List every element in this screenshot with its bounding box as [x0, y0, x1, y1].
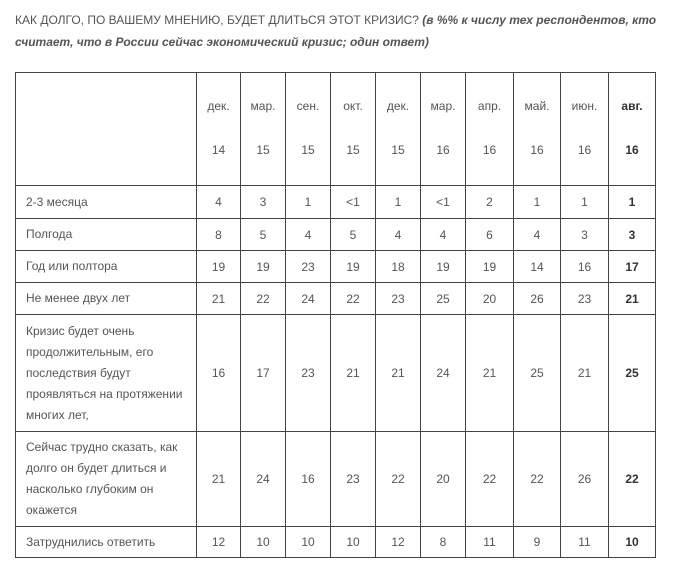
row-label: 2-3 месяца	[16, 186, 197, 219]
column-header-apr-16	[466, 73, 514, 186]
column-year: 16	[625, 143, 639, 157]
column-month: июн.	[571, 99, 598, 113]
value-cell: 17	[241, 315, 286, 432]
value-cell: 24	[241, 432, 286, 527]
value-cell: 21	[376, 315, 421, 432]
column-month: сен.	[296, 99, 320, 113]
column-year: 15	[301, 143, 315, 157]
value-cell: 2	[466, 186, 514, 219]
column-header-sep-15	[286, 73, 331, 186]
column-year: 16	[482, 143, 497, 157]
value-cell: 19	[421, 251, 466, 283]
value-cell: 11	[466, 527, 514, 558]
value-cell: 20	[421, 432, 466, 527]
column-header-may-16	[514, 73, 561, 186]
row-label: Кризис будет очень продолжительным, его последствия будут проявляться на протяжении многих лет,	[16, 315, 197, 432]
column-month: мар.	[250, 99, 276, 113]
value-cell: 16	[286, 432, 331, 527]
value-cell: 19	[241, 251, 286, 283]
column-month: окт.	[343, 99, 363, 113]
value-cell: 12	[376, 527, 421, 558]
column-header-aug-16	[609, 73, 656, 186]
value-cell: 3	[609, 219, 656, 251]
row-2-3-months	[16, 186, 656, 219]
value-cell: 17	[609, 251, 656, 283]
survey-table	[15, 72, 656, 558]
value-cell: 19	[466, 251, 514, 283]
row-label: Год или полтора	[16, 251, 197, 283]
value-cell: 1	[609, 186, 656, 219]
survey-title	[15, 9, 667, 53]
value-cell: 14	[514, 251, 561, 283]
value-cell: 3	[241, 186, 286, 219]
value-cell: 24	[286, 283, 331, 315]
column-header-oct-15	[331, 73, 376, 186]
value-cell: 23	[561, 283, 609, 315]
column-year: 15	[346, 143, 360, 157]
value-cell: 22	[376, 432, 421, 527]
value-cell: 21	[331, 315, 376, 432]
row-very-long-crisis	[16, 315, 656, 432]
column-header-jun-16	[561, 73, 609, 186]
value-cell: 1	[286, 186, 331, 219]
row-at-least-two-years	[16, 283, 656, 315]
value-cell: 4	[286, 219, 331, 251]
column-header-mar-16	[421, 73, 466, 186]
value-cell: 19	[331, 251, 376, 283]
row-year-or-year-and-half	[16, 251, 656, 283]
value-cell: 4	[514, 219, 561, 251]
value-cell: 4	[421, 219, 466, 251]
row-label: Полгода	[16, 219, 197, 251]
column-month: дек.	[207, 99, 230, 113]
value-cell: 21	[197, 432, 241, 527]
value-cell: 11	[561, 527, 609, 558]
value-cell: 1	[376, 186, 421, 219]
value-cell: 22	[514, 432, 561, 527]
column-header-dec-14	[197, 73, 241, 186]
value-cell: 19	[197, 251, 241, 283]
value-cell: 21	[466, 315, 514, 432]
value-cell: 21	[609, 283, 656, 315]
value-cell: 26	[514, 283, 561, 315]
value-cell: 23	[286, 251, 331, 283]
column-year: 15	[256, 143, 270, 157]
value-cell: 22	[466, 432, 514, 527]
value-cell: 1	[561, 186, 609, 219]
value-cell: 25	[421, 283, 466, 315]
column-month: май.	[524, 99, 550, 113]
value-cell: 16	[561, 251, 609, 283]
row-difficult-to-answer	[16, 527, 656, 558]
row-hard-to-say	[16, 432, 656, 527]
column-year: 16	[577, 143, 592, 157]
value-cell: 24	[421, 315, 466, 432]
value-cell: 26	[561, 432, 609, 527]
value-cell: <1	[421, 186, 466, 219]
column-year: 14	[211, 143, 226, 157]
value-cell: 25	[609, 315, 656, 432]
row-label: Затруднились ответить	[16, 527, 197, 558]
column-month: дек.	[386, 99, 410, 113]
value-cell: 10	[331, 527, 376, 558]
value-cell: 18	[376, 251, 421, 283]
value-cell: 9	[514, 527, 561, 558]
row-label: Сейчас трудно сказать, как долго он будет длиться и насколько глубоким он окажется	[16, 432, 197, 527]
value-cell: 5	[331, 219, 376, 251]
header-corner-cell	[16, 73, 197, 186]
value-cell: 23	[286, 315, 331, 432]
value-cell: 8	[421, 527, 466, 558]
value-cell: 20	[466, 283, 514, 315]
header-row	[16, 73, 656, 186]
column-year: 16	[530, 143, 544, 157]
value-cell: 10	[286, 527, 331, 558]
value-cell: 21	[561, 315, 609, 432]
value-cell: 12	[197, 527, 241, 558]
value-cell: 22	[241, 283, 286, 315]
question-note: (в %% к числу тех респондентов, кто считает, что в России сейчас экономический кризис; один ответ)	[15, 13, 657, 49]
column-month: апр.	[477, 99, 502, 113]
value-cell: 22	[609, 432, 656, 527]
column-year: 16	[436, 143, 450, 157]
column-header-mar-15	[241, 73, 286, 186]
row-label: Не менее двух лет	[16, 283, 197, 315]
value-cell: 10	[241, 527, 286, 558]
column-header-dec-15	[376, 73, 421, 186]
value-cell: 3	[561, 219, 609, 251]
question-text: КАК ДОЛГО, ПО ВАШЕМУ МНЕНИЮ, БУДЕТ ДЛИТЬСЯ ЭТОТ КРИЗИС?	[15, 13, 419, 27]
value-cell: 5	[241, 219, 286, 251]
value-cell: 23	[331, 432, 376, 527]
row-six-months	[16, 219, 656, 251]
value-cell: 22	[331, 283, 376, 315]
column-month: мар.	[430, 99, 456, 113]
value-cell: 16	[197, 315, 241, 432]
column-year: 15	[391, 143, 405, 157]
value-cell: 21	[197, 283, 241, 315]
value-cell: 25	[514, 315, 561, 432]
value-cell: 10	[609, 527, 656, 558]
column-month: авг.	[621, 99, 643, 113]
value-cell: 6	[466, 219, 514, 251]
value-cell: 1	[514, 186, 561, 219]
value-cell: 4	[197, 186, 241, 219]
value-cell: 23	[376, 283, 421, 315]
value-cell: 4	[376, 219, 421, 251]
value-cell: <1	[331, 186, 376, 219]
value-cell: 8	[197, 219, 241, 251]
